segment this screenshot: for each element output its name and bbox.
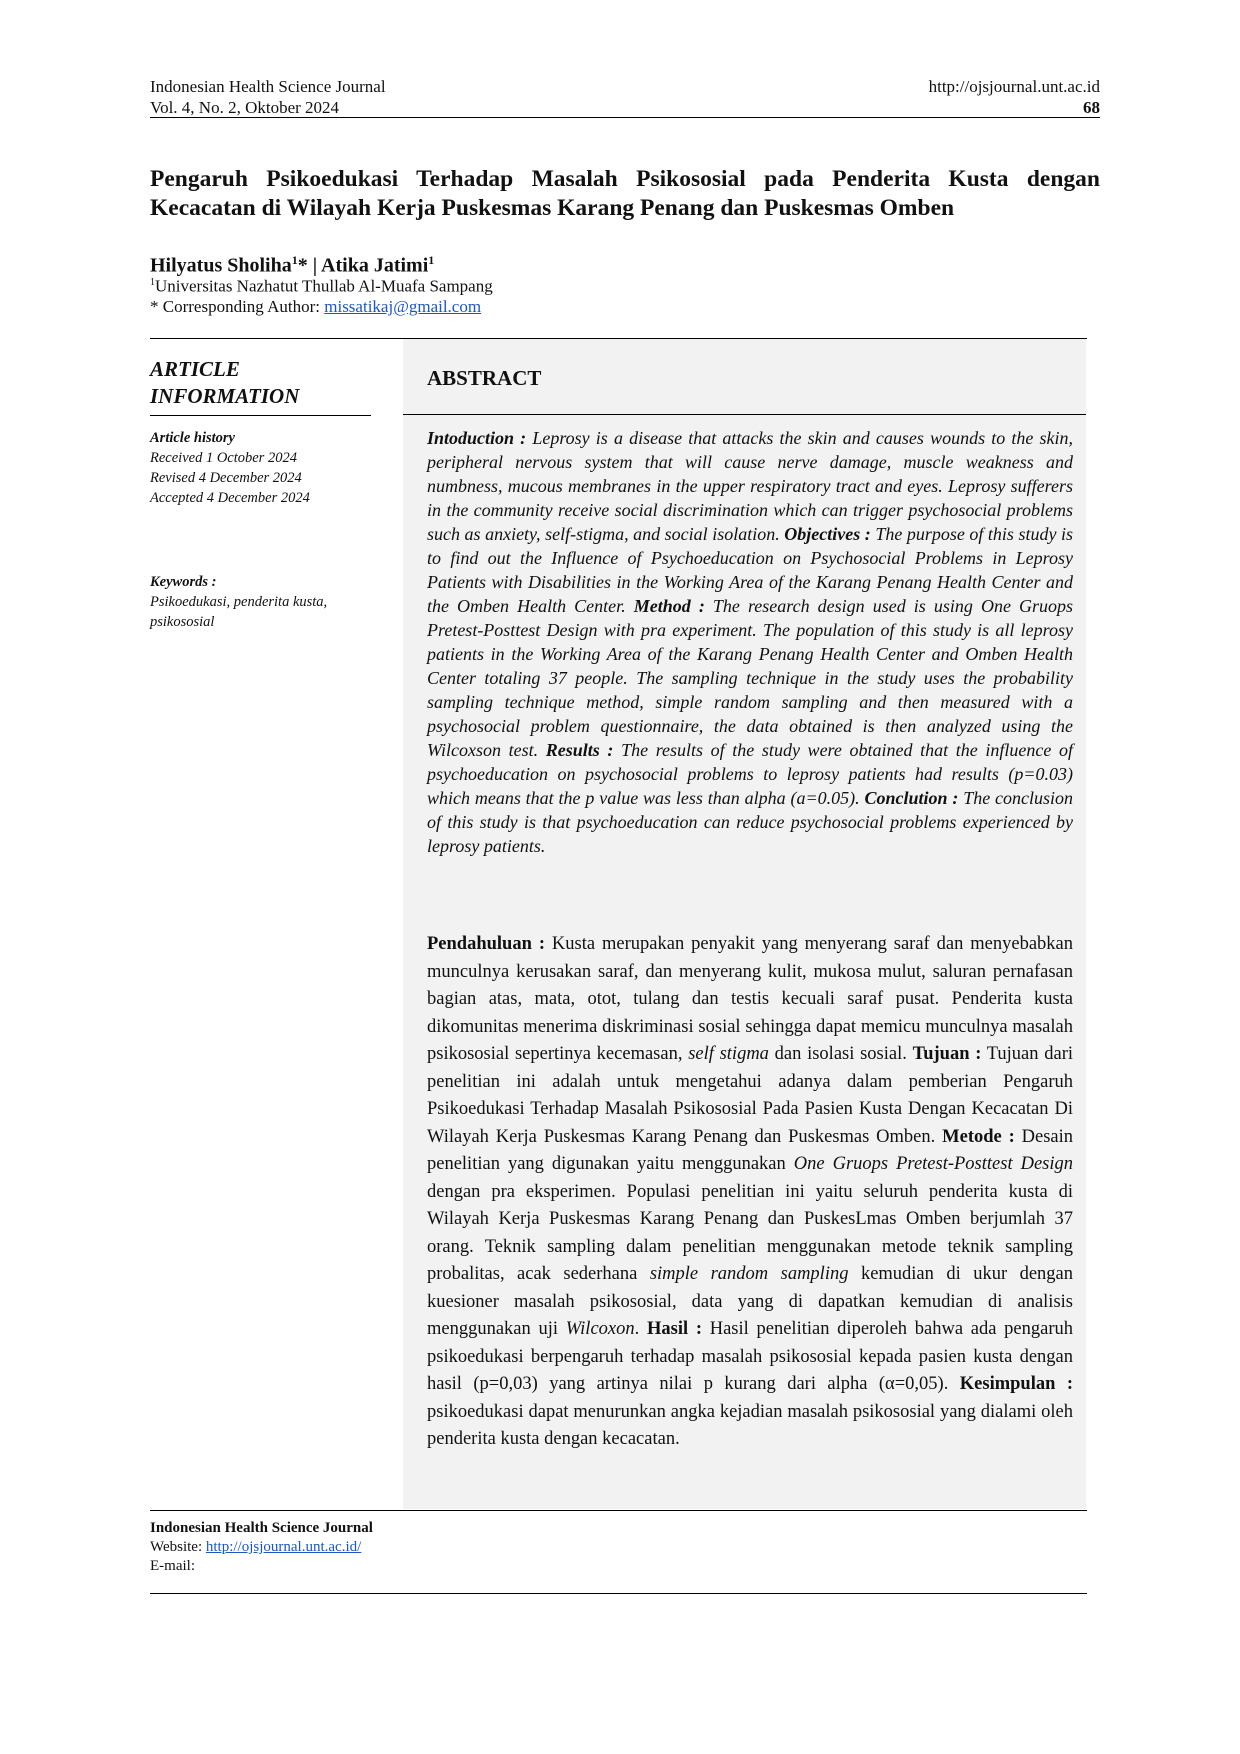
abstract-heading: ABSTRACT: [427, 366, 542, 390]
affiliation-text: Universitas Nazhatut Thullab Al-Muafa Sampang: [155, 276, 493, 296]
footer-email-label: E-mail:: [150, 1558, 195, 1574]
article-history: [150, 428, 310, 508]
header-divider: [150, 117, 1100, 118]
results-text: The results of the study were obtained that the influence of psychoeducation on psychosocial problems to leprosy patients had results (p=0.03) which means that the p value was less than alpha (a=0.05).: [427, 740, 1074, 808]
objectives-text: The purpose of this study is to find out the Influence of Psychoeducation on Psychosocial Problems in Leprosy Patients with Disabilities in the Working Area of the Karang Penang Health Center and the Omben Health Center.: [427, 524, 1074, 616]
pendahuluan-text: Kusta merupakan penyakit yang menyerang saraf dan menyebabkan munculnya kerusakan saraf, dan menyerang kulit, mukosa mulut, saluran pernafasan bagian atas, mata, otot, tulang dan testis kecuali saraf pusat. Penderita kusta dikomunitas menerima diskriminasi sosial sehingga dapat memicu munculnya masalah psikososial sepertinya kecemasan,: [427, 934, 1074, 1064]
keywords-label: Keywords :: [150, 574, 217, 590]
history-label: Article history: [150, 430, 235, 446]
kesimpulan-text: psikoedukasi dapat menurunkan angka kejadian masalah psikososial yang dialami oleh penderita kusta dengan kecacatan.: [427, 1401, 1073, 1449]
conclusion-text: The conclusion of this study is that psychoeducation can reduce psychosocial problems experienced by leprosy patients.: [427, 788, 1074, 856]
tujuan-label: Tujuan :: [912, 1044, 982, 1064]
abstract-heading-divider: [403, 414, 1086, 415]
accepted-date: Accepted 4 December 2024: [150, 490, 310, 506]
metode-italic-design: One Gruops Pretest-Posttest Design: [793, 1154, 1074, 1174]
kesimpulan-label: Kesimpulan :: [959, 1374, 1073, 1394]
keywords-block: [150, 572, 370, 632]
keywords-text: Psikoedukasi, penderita kusta, psikososial: [150, 594, 328, 630]
objectives-label: Objectives :: [784, 524, 871, 544]
author-affil-sup: 1: [291, 253, 298, 267]
section-divider-bottom: [150, 1510, 1087, 1511]
results-label: Results :: [545, 740, 614, 760]
conclusion-label: Conclution :: [864, 788, 959, 808]
pendahuluan-text-end: dan isolasi sosial.: [774, 1044, 907, 1064]
page-footer: [150, 1519, 373, 1576]
title-line-1: Pengaruh Psikoedukasi Terhadap Masalah Psikososial pada Penderita Kusta dengan: [150, 166, 1100, 192]
footer-divider: [150, 1593, 1087, 1594]
article-info-heading: ARTICLE INFORMATION: [150, 357, 300, 408]
method-text: The research design used is using One Gruops Pretest-Posttest Design with pra experiment. The population of this study is all leprosy patients in the Working Area of the Karang Penang Health Center and Omben Health Center totaling 37 people. The sampling technique in the study uses the probability sampling technique method, simple random sampling and then measured with a psychosocial problem questionnaire, the data obtained is then analyzed using the Wilcoxson test.: [427, 596, 1074, 760]
volume-info: Vol. 4, No. 2, Oktober 2024: [150, 98, 340, 117]
corresponding-author: [150, 296, 481, 318]
metode-text: Desain penelitian yang digunakan yaitu menggunakan: [427, 1126, 1074, 1174]
article-info-divider: [150, 415, 371, 416]
metode-italic-sampling: simple random sampling: [649, 1264, 849, 1284]
footer-journal-name: Indonesian Health Science Journal: [150, 1520, 373, 1536]
author-name: Hilyatus Sholiha: [150, 254, 292, 277]
intro-text: Leprosy is a disease that attacks the skin and causes wounds to the skin, peripheral nervous system that will cause nerve damage, muscle weakness and numbness, mucous membranes in the upper respiratory tract and eyes. Leprosy sufferers in the community receive social discrimination which can trigger psychosocial problems such as anxiety, self-stigma, and social isolation.: [427, 428, 1073, 544]
author-name: Atika Jatimi: [321, 254, 429, 277]
website-label: Website:: [150, 1539, 203, 1555]
footer-website: [150, 1538, 373, 1557]
website-link[interactable]: http://ojsjournal.unt.ac.id/: [205, 1539, 362, 1555]
revised-date: Revised 4 December 2024: [150, 470, 302, 486]
pendahuluan-label: Pendahuluan :: [427, 934, 545, 954]
metode-text-2: dengan pra eksperimen. Populasi penelitian ini yaitu seluruh penderita kusta di Wilayah Kerja Puskesmas Karang Penang dan PuskesLmas Omben berjumlah 37 orang. Teknik sampling dalam penelitian menggunakan metode teknik sampling probalitas, acak sederhana: [427, 1181, 1073, 1284]
corresponding-email-link[interactable]: missatikaj@gmail.com: [324, 297, 482, 316]
hasil-label: Hasil :: [646, 1319, 702, 1339]
author-affil-sup: 1: [428, 253, 435, 267]
metode-period: .: [634, 1319, 640, 1339]
journal-name: Indonesian Health Science Journal: [150, 77, 386, 96]
running-header-left: [150, 76, 386, 118]
corresponding-label: * Corresponding Author:: [150, 297, 320, 316]
corresponding-mark: * |: [297, 254, 318, 277]
metode-text-3: kemudian di ukur dengan kuesioner masalah psikososial, data yang di dapatkan kemudian di analisis menggunakan uji: [427, 1264, 1074, 1339]
tujuan-text: Tujuan dari penelitian ini adalah untuk mengetahui adanya dalam pemberian Pengaruh Psikoedukasi Terhadap Masalah Psikososial Pada Pasien Kusta Dengan Kecacatan Di Wilayah Kerja Puskesmas Karang Penang dan Puskesmas Omben.: [427, 1044, 1073, 1147]
metode-label: Metode :: [942, 1126, 1015, 1147]
title-line-2: Kecacatan di Wilayah Kerja Puskesmas Karang Penang dan Puskesmas Omben: [150, 195, 955, 221]
affiliation: [150, 272, 493, 298]
metode-italic-test: Wilcoxon: [565, 1319, 635, 1339]
abstract-english: [427, 426, 1073, 858]
method-label: Method :: [633, 596, 705, 616]
received-date: Received 1 October 2024: [150, 450, 297, 466]
running-header-right: [929, 76, 1100, 118]
pendahuluan-italic: self stigma: [688, 1044, 769, 1064]
intro-label: Intoduction :: [427, 428, 527, 448]
article-title: [150, 165, 1100, 223]
abstract-indonesian: [427, 931, 1073, 1454]
journal-url[interactable]: http://ojsjournal.unt.ac.id: [928, 77, 1100, 96]
hasil-text: Hasil penelitian diperoleh bahwa ada pengaruh psikoedukasi berpengaruh terhadap masalah psikososial kepada pasien kusta dengan hasil (p=0,03) yang artinya nilai p kurang dari alpha (α=0,05).: [427, 1319, 1074, 1394]
page-number: 68: [1083, 98, 1100, 117]
affiliation-sup: 1: [150, 277, 155, 288]
